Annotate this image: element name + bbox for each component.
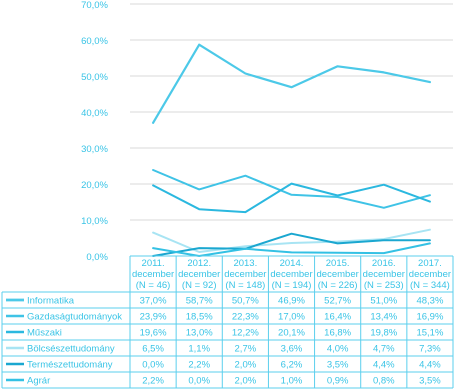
legend-label: Műszaki [27,327,62,339]
x-category-label: 2011. december (N = 46) [131,258,175,291]
table-value-cell: 50,7% [231,295,259,307]
table-value-cell: 46,9% [278,295,305,307]
table-value-cell: 16,8% [324,327,352,339]
x-category-label: 2015. december (N = 226) [316,258,359,291]
table-value-cell: 2,2% [142,375,164,387]
series-line [153,45,430,123]
table-value-cell: 15,1% [416,327,444,339]
table-value-cell: 0,0% [142,359,164,371]
y-tick-label: 40,0% [81,108,108,119]
table-value-cell: 7,3% [419,343,441,355]
table-value-cell: 4,4% [419,359,441,371]
x-category-label: 2014. december (N = 194) [270,258,313,291]
legend-label: Bölcsészettudomány [27,343,115,355]
table-value-cell: 0,8% [372,375,395,387]
table-value-cell: 37,0% [139,295,167,307]
x-category-label: 2016. december (N = 253) [362,258,405,291]
table-value-cell: 3,5% [419,375,441,387]
table-value-cell: 51,0% [370,295,398,307]
legend-label: Agrár [27,375,51,387]
y-tick-label: 10,0% [81,216,108,227]
table-value-cell: 16,9% [416,311,444,323]
table-value-cell: 52,7% [324,295,352,307]
y-tick-label: 60,0% [81,36,108,47]
legend-label: Gazdaságtudományok [27,311,123,323]
table-value-cell: 0,9% [326,375,349,387]
table-value-cell: 13,0% [185,327,213,339]
legend-label: Informatika [27,295,74,307]
table-value-cell: 2,0% [234,359,257,371]
table-value-cell: 2,7% [234,343,257,355]
table-value-cell: 4,0% [326,343,349,355]
table-value-cell: 48,3% [416,295,444,307]
table-value-cell: 13,4% [370,311,398,323]
grid-lines [130,4,453,256]
table-value-cell: 58,7% [185,295,213,307]
table-value-cell: 20,1% [278,327,305,339]
y-tick-label: 50,0% [81,72,108,83]
table-value-cell: 19,6% [139,327,167,339]
x-category-label: 2017. december (N = 344) [408,258,452,291]
table-value-cell: 0,0% [188,375,211,387]
data-table [2,256,453,388]
table-value-cell: 12,2% [231,327,259,339]
x-category-label: 2013. december (N = 148) [224,258,267,291]
table-value-cell: 2,0% [234,375,257,387]
y-axis-tick-labels [81,0,108,263]
table-value-cell: 3,6% [280,343,303,355]
table-value-cell: 6,2% [280,359,303,371]
table-value-cell: 6,5% [142,343,164,355]
table-value-cell: 1,1% [188,343,211,355]
y-tick-label: 20,0% [81,180,108,191]
legend-label: Természettudomány [27,359,113,371]
table-value-cell: 18,5% [185,311,213,323]
table-value-cell: 17,0% [278,311,305,323]
table-value-cell: 23,9% [139,311,167,323]
series-line [153,170,430,208]
table-value-cell: 1,0% [280,375,303,387]
table-value-cell: 19,8% [370,327,398,339]
table-value-cell: 3,5% [326,359,349,371]
table-value-cell: 4,7% [372,343,395,355]
table-value-cell: 4,4% [372,359,395,371]
x-category-label: 2012. december (N = 92) [178,258,221,291]
y-tick-label: 30,0% [81,144,108,155]
y-tick-label: 70,0% [81,0,108,11]
table-value-cell: 16,4% [324,311,352,323]
y-tick-label: 0,0% [86,252,108,263]
table-value-cell: 2,2% [188,359,211,371]
table-value-cell: 22,3% [231,311,259,323]
